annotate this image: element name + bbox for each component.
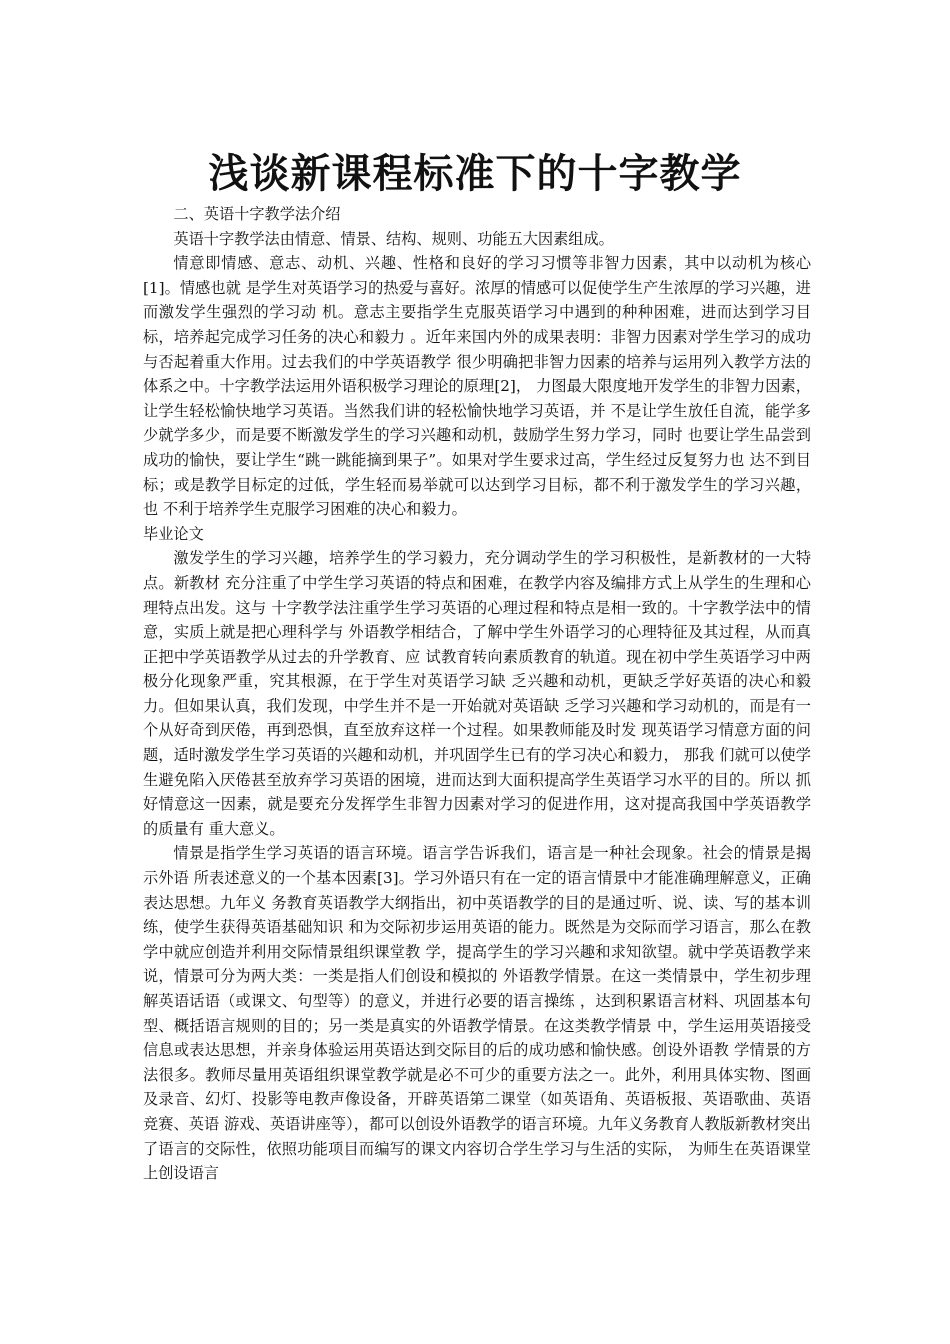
document-body <box>143 202 811 1186</box>
paragraph-intro: 英语十字教学法由情意、情景、结构、规则、功能五大因素组成。 <box>173 229 614 248</box>
paragraph-motivation: 激发学生的学习兴趣，培养学生的学习毅力，充分调动学生的学习积极性，是新教材的一大特点。新教材 充分注重了中学生学习英语的特点和困难，在教学内容及编排方式上从学生的生理和心理特点出发。这与 十字教学法注重学生学习英语的心理过程和特点是相一致的。十字教学法中的情意，实质上就是把心理科学与 外语教学相结合，了解中学生外语学习的心理特征及其过程，从而真正把中学英语教学从过去的升学教育、应 试教育转向素质教育的轨道。现在初中学生英语学习中两极分化现象严重，究其根源，在于学生对英语学习缺 乏兴趣和动机，更缺乏学好英语的决心和毅力。但如果认真，我们发现，中学生并不是一开始就对英语缺 乏学习兴趣和学习动机的，而是有一个从好奇到厌倦，再到恐惧，直至放弃这样一个过程。如果教师能及时发 现英语学习情意方面的问题，适时激发学生学习英语的兴趣和动机，并巩固学生已有的学习决心和毅力， 那我 们就可以使学生避免陷入厌倦甚至放弃学习英语的困境，进而达到大面积提高学生英语学习水平的目的。所以 抓好情意这一因素，就是要充分发挥学生非智力因素对学习的促进作用，这对提高我国中学英语教学的质量有 重大意义。 <box>143 549 811 838</box>
paragraph-qingjing: 情景是指学生学习英语的语言环境。语言学告诉我们，语言是一种社会现象。社会的情景是揭示外语 所表述意义的一个基本因素[3]。学习外语只有在一定的语言情景中才能准确理解意义，正确表达思想。九年义 务教育英语教学大纲指出，初中英语教学的目的是通过听、说、读、写的基本训练，使学生获得英语基础知识 和为交际初步运用英语的能力。既然是为交际而学习语言，那么在教学中就应创造并利用交际情景组织课堂教 学，提高学生的学习兴趣和求知欲望。就中学英语教学来说，情景可分为两大类：一类是指人们创设和模拟的 外语教学情景。在这一类情景中，学生初步理解英语话语（或课文、句型等）的意义，并进行必要的语言操练 ，达到积累语言材料、巩固基本句型、概括语言规则的目的；另一类是真实的外语教学情景。在这类教学情景 中，学生运用英语接受信息或表达思想，并亲身体验运用英语达到交际目的后的成功感和愉快感。创设外语教 学情景的方法很多。教师尽量用英语组织课堂教学就是必不可少的重要方法之一。此外，利用具体实物、图画 及录音、幻灯、投影等电教声像设备，开辟英语第二课堂（如英语角、英语板报、英语歌曲、英语竞赛、英语 游戏、英语讲座等），都可以创设外语教学的语言环境。九年义务教育人教版新教材突出了语言的交际性，依照功能项目而编写的课文内容切合学生学习与生活的实际， 为师生在英语课堂上创设语言 <box>143 844 811 1183</box>
document-title: 浅谈新课程标准下的十字教学 <box>208 151 742 197</box>
thesis-label: 毕业论文 <box>143 524 204 543</box>
section-heading: 二、英语十字教学法介绍 <box>173 205 341 223</box>
paragraph-qingyi: 情意即情感、意志、动机、兴趣、性格和良好的学习习惯等非智力因素，其中以动机为核心[1]。情感也就 是学生对英语学习的热爱与喜好。浓厚的情感可以促使学生产生浓厚的学习兴趣，进而激发学生强烈的学习动 机。意志主要指学生克服英语学习中遇到的种种困难，进而达到学习目标，培养起完成学习任务的决心和毅力 。近年来国内外的成果表明：非智力因素对学生学习的成功与否起着重大作用。过去我们的中学英语教学 很少明确把非智力因素的培养与运用列入教学方法的体系之中。十字教学法运用外语积极学习理论的原理[2]， 力图最大限度地开发学生的非智力因素，让学生轻松愉快地学习英语。当然我们讲的轻松愉快地学习英语，并 不是让学生放任自流，能学多少就学多少，而是要不断激发学生的学习兴趣和动机，鼓励学生努力学习，同时 也要让学生品尝到成功的愉快，要让学生“跳一跳能摘到果子”。如果对学生要求过高，学生经过反复努力也 达不到目标；或是教学目标定的过低，学生轻而易举就可以达到学习目标，都不利于激发学生的学习兴趣，也 不利于培养学生克服学习困难的决心和毅力。 <box>143 254 811 519</box>
